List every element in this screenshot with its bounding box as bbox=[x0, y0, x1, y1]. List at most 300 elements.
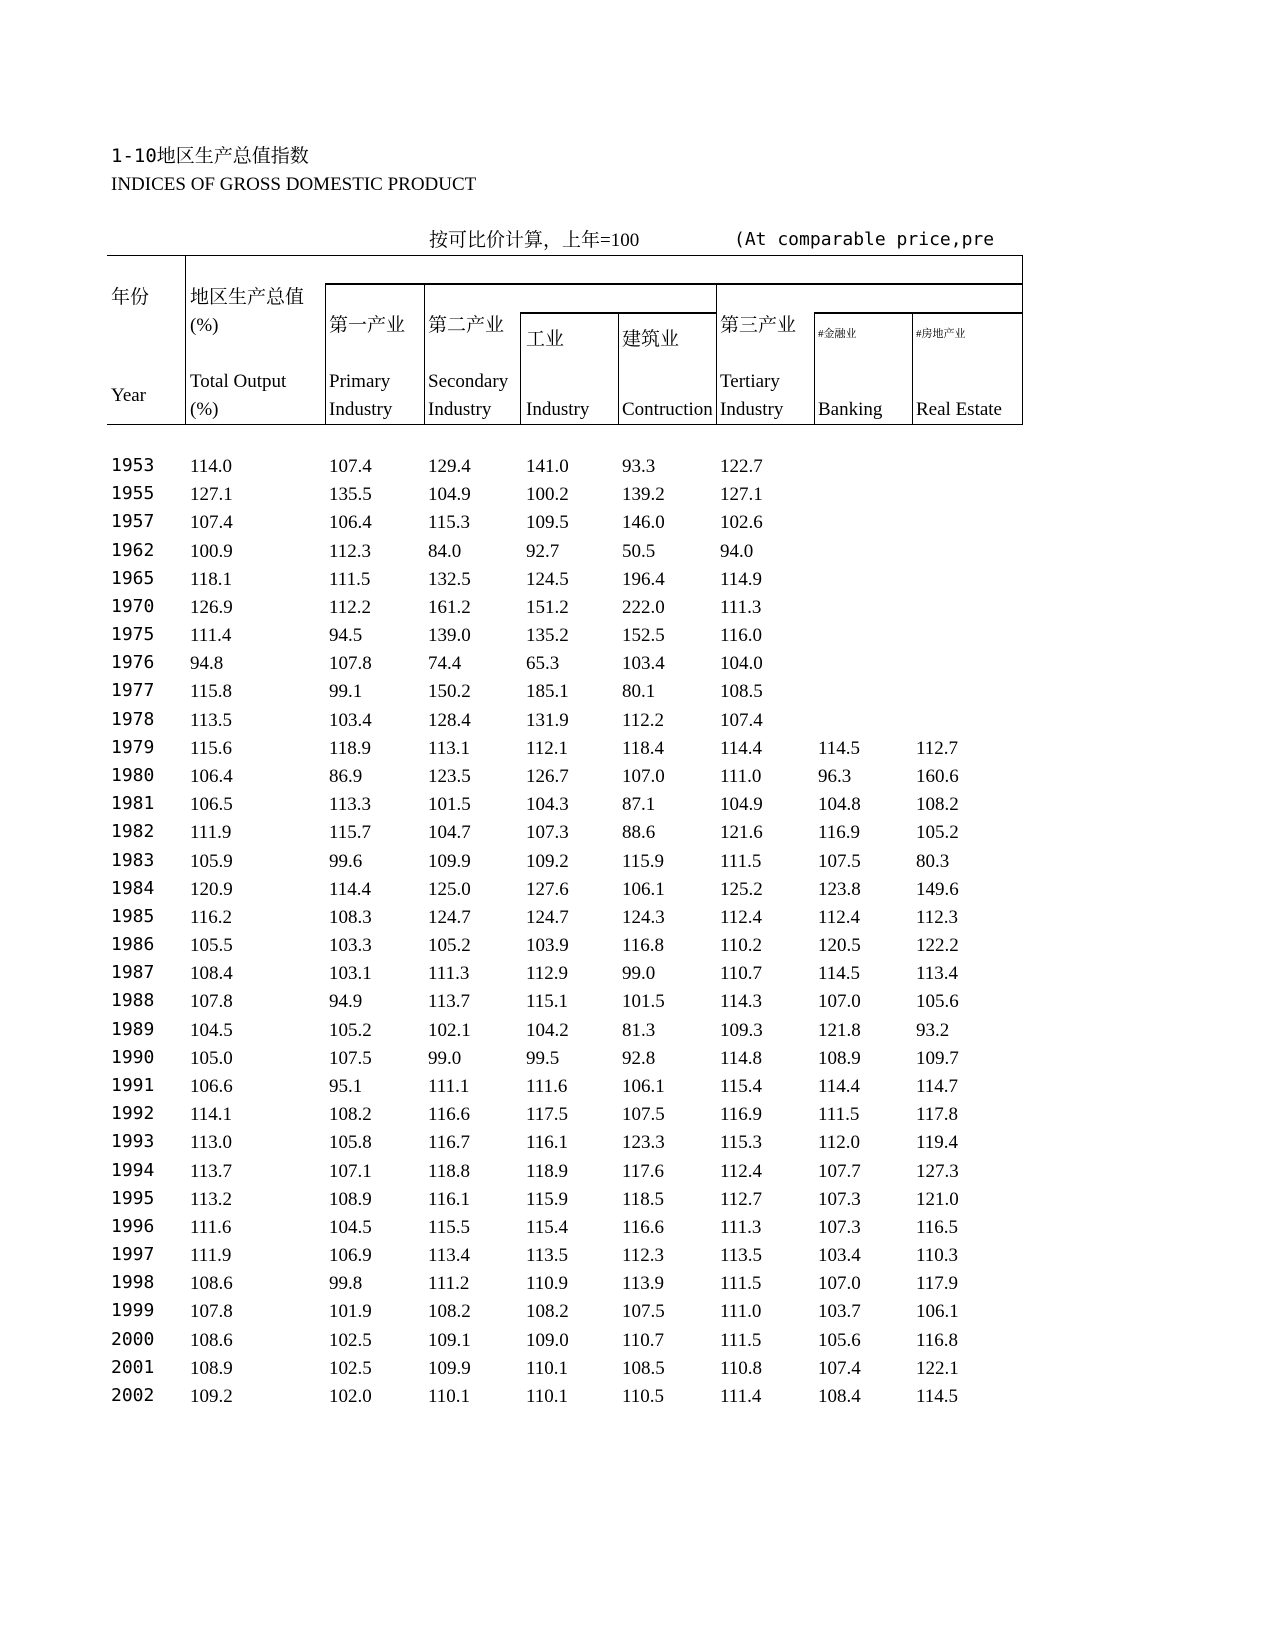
cell-primary: 99.8 bbox=[329, 1273, 363, 1295]
rule-v bbox=[1022, 255, 1023, 425]
cell-construction: 112.2 bbox=[622, 709, 665, 731]
cell-industry: 131.9 bbox=[526, 709, 569, 731]
cell-secondary: 123.5 bbox=[428, 765, 471, 787]
cell-construction: 108.5 bbox=[622, 1357, 665, 1379]
header-industry-en: Industry bbox=[526, 399, 590, 420]
cell-real-estate: 116.8 bbox=[916, 1329, 959, 1351]
cell-primary: 114.4 bbox=[329, 878, 372, 900]
cell-secondary: 118.8 bbox=[428, 1160, 471, 1182]
cell-secondary: 116.6 bbox=[428, 1104, 471, 1126]
cell-industry: 124.5 bbox=[526, 568, 569, 590]
cell-banking: 112.4 bbox=[818, 906, 861, 928]
header-banking-cn: #金融业 bbox=[818, 328, 857, 340]
cell-total: 113.7 bbox=[190, 1160, 233, 1182]
cell-total: 116.2 bbox=[190, 906, 233, 928]
cell-banking: 107.5 bbox=[818, 850, 861, 872]
cell-total: 106.6 bbox=[190, 1075, 233, 1097]
cell-construction: 222.0 bbox=[622, 596, 665, 618]
cell-tertiary: 115.3 bbox=[720, 1132, 763, 1154]
cell-construction: 196.4 bbox=[622, 568, 665, 590]
cell-construction: 112.3 bbox=[622, 1245, 665, 1267]
cell-tertiary: 110.8 bbox=[720, 1357, 763, 1379]
cell-year: 1983 bbox=[111, 849, 155, 871]
cell-primary: 99.1 bbox=[329, 681, 363, 703]
cell-real-estate: 127.3 bbox=[916, 1160, 959, 1182]
cell-real-estate: 121.0 bbox=[916, 1188, 959, 1210]
cell-industry: 117.5 bbox=[526, 1104, 569, 1126]
cell-secondary: 132.5 bbox=[428, 568, 471, 590]
cell-real-estate: 149.6 bbox=[916, 878, 959, 900]
cell-secondary: 105.2 bbox=[428, 935, 471, 957]
cell-tertiary: 125.2 bbox=[720, 878, 763, 900]
cell-industry: 126.7 bbox=[526, 765, 569, 787]
header-tertiary-cn: 第三产业 bbox=[720, 315, 797, 336]
cell-secondary: 150.2 bbox=[428, 681, 471, 703]
cell-tertiary: 109.3 bbox=[720, 1019, 763, 1041]
cell-banking: 108.4 bbox=[818, 1385, 861, 1407]
cell-construction: 101.5 bbox=[622, 991, 665, 1013]
cell-tertiary: 114.4 bbox=[720, 737, 763, 759]
cell-banking: 114.5 bbox=[818, 737, 861, 759]
cell-primary: 118.9 bbox=[329, 737, 372, 759]
cell-total: 105.9 bbox=[190, 850, 233, 872]
cell-secondary: 110.1 bbox=[428, 1385, 471, 1407]
cell-construction: 123.3 bbox=[622, 1132, 665, 1154]
cell-real-estate: 160.6 bbox=[916, 765, 959, 787]
cell-tertiary: 111.4 bbox=[720, 1385, 762, 1407]
cell-tertiary: 107.4 bbox=[720, 709, 763, 731]
note-en: (At comparable price,pre bbox=[734, 231, 995, 249]
cell-primary: 95.1 bbox=[329, 1075, 363, 1097]
cell-year: 1993 bbox=[111, 1131, 155, 1153]
rule-h bbox=[814, 312, 1023, 314]
cell-industry: 109.0 bbox=[526, 1329, 569, 1351]
cell-real-estate: 110.3 bbox=[916, 1245, 959, 1267]
rule-v bbox=[716, 283, 717, 425]
header-primary-en1: Primary bbox=[329, 371, 391, 392]
cell-tertiary: 112.4 bbox=[720, 1160, 763, 1182]
cell-real-estate: 114.5 bbox=[916, 1385, 959, 1407]
cell-industry: 104.2 bbox=[526, 1019, 569, 1041]
header-year-cn: 年份 bbox=[111, 287, 150, 308]
cell-construction: 81.3 bbox=[622, 1019, 656, 1041]
cell-secondary: 129.4 bbox=[428, 456, 471, 477]
header-total-cn: 地区生产总值 bbox=[190, 287, 305, 308]
cell-industry: 110.9 bbox=[526, 1273, 569, 1295]
cell-industry: 110.1 bbox=[526, 1385, 569, 1407]
cell-total: 120.9 bbox=[190, 878, 233, 900]
cell-year: 1992 bbox=[111, 1103, 155, 1125]
cell-real-estate: 106.1 bbox=[916, 1301, 959, 1323]
cell-year: 1987 bbox=[111, 962, 155, 984]
header-secondary-en2: Industry bbox=[428, 399, 492, 420]
rule-v bbox=[424, 283, 425, 425]
cell-industry: 107.3 bbox=[526, 822, 569, 844]
cell-real-estate: 117.9 bbox=[916, 1273, 959, 1295]
cell-year: 1989 bbox=[111, 1018, 155, 1040]
cell-real-estate: 112.3 bbox=[916, 906, 959, 928]
cell-banking: 107.0 bbox=[818, 991, 861, 1013]
cell-banking: 103.4 bbox=[818, 1245, 861, 1267]
cell-secondary: 104.9 bbox=[428, 484, 471, 506]
cell-primary: 103.3 bbox=[329, 935, 372, 957]
cell-industry: 92.7 bbox=[526, 540, 560, 562]
cell-primary: 105.8 bbox=[329, 1132, 372, 1154]
cell-secondary: 109.9 bbox=[428, 850, 471, 872]
cell-construction: 80.1 bbox=[622, 681, 656, 703]
cell-industry: 111.6 bbox=[526, 1075, 568, 1097]
cell-industry: 65.3 bbox=[526, 653, 560, 675]
cell-tertiary: 111.5 bbox=[720, 850, 762, 872]
cell-banking: 112.0 bbox=[818, 1132, 861, 1154]
cell-real-estate: 122.2 bbox=[916, 935, 959, 957]
cell-total: 115.6 bbox=[190, 737, 233, 759]
cell-tertiary: 111.0 bbox=[720, 765, 762, 787]
cell-banking: 107.3 bbox=[818, 1216, 861, 1238]
cell-tertiary: 114.3 bbox=[720, 991, 763, 1013]
cell-industry: 115.1 bbox=[526, 991, 569, 1013]
cell-primary: 99.6 bbox=[329, 850, 363, 872]
cell-real-estate: 113.4 bbox=[916, 963, 959, 985]
cell-industry: 110.1 bbox=[526, 1357, 569, 1379]
cell-year: 1997 bbox=[111, 1244, 155, 1266]
note-cn-text: 按可比价计算，上年=100 bbox=[429, 230, 640, 251]
cell-total: 105.0 bbox=[190, 1047, 233, 1069]
cell-total: 108.6 bbox=[190, 1329, 233, 1351]
cell-secondary: 102.1 bbox=[428, 1019, 471, 1041]
cell-tertiary: 104.0 bbox=[720, 653, 763, 675]
cell-secondary: 109.1 bbox=[428, 1329, 471, 1351]
cell-year: 1985 bbox=[111, 905, 155, 927]
cell-construction: 110.7 bbox=[622, 1329, 665, 1351]
cell-tertiary: 114.9 bbox=[720, 568, 763, 590]
cell-primary: 86.9 bbox=[329, 765, 363, 787]
cell-tertiary: 110.2 bbox=[720, 935, 763, 957]
rule-v bbox=[814, 312, 815, 425]
cell-total: 113.5 bbox=[190, 709, 233, 731]
cell-year: 1998 bbox=[111, 1272, 155, 1294]
cell-real-estate: 114.7 bbox=[916, 1075, 959, 1097]
rule-v bbox=[912, 312, 913, 425]
cell-real-estate: 93.2 bbox=[916, 1019, 950, 1041]
cell-primary: 107.8 bbox=[329, 653, 372, 675]
cell-primary: 108.9 bbox=[329, 1188, 372, 1210]
cell-secondary: 99.0 bbox=[428, 1047, 462, 1069]
cell-primary: 108.3 bbox=[329, 906, 372, 928]
cell-primary: 107.1 bbox=[329, 1160, 372, 1182]
cell-total: 126.9 bbox=[190, 596, 233, 618]
cell-tertiary: 111.5 bbox=[720, 1329, 762, 1351]
cell-tertiary: 94.0 bbox=[720, 540, 754, 562]
cell-construction: 87.1 bbox=[622, 794, 656, 816]
cell-industry: 185.1 bbox=[526, 681, 569, 703]
cell-tertiary: 114.8 bbox=[720, 1047, 763, 1069]
cell-secondary: 104.7 bbox=[428, 822, 471, 844]
cell-total: 105.5 bbox=[190, 935, 233, 957]
cell-total: 127.1 bbox=[190, 484, 233, 506]
cell-total: 108.4 bbox=[190, 963, 233, 985]
cell-year: 1988 bbox=[111, 990, 155, 1012]
cell-tertiary: 112.4 bbox=[720, 906, 763, 928]
cell-tertiary: 108.5 bbox=[720, 681, 763, 703]
cell-primary: 112.2 bbox=[329, 596, 372, 618]
cell-total: 106.4 bbox=[190, 765, 233, 787]
header-year-en: Year bbox=[111, 385, 147, 406]
cell-construction: 115.9 bbox=[622, 850, 665, 872]
cell-industry: 124.7 bbox=[526, 906, 569, 928]
cell-construction: 116.6 bbox=[622, 1216, 665, 1238]
cell-primary: 106.4 bbox=[329, 512, 372, 534]
cell-total: 114.1 bbox=[190, 1104, 233, 1126]
cell-year: 1986 bbox=[111, 934, 155, 956]
cell-primary: 102.5 bbox=[329, 1357, 372, 1379]
cell-total: 109.2 bbox=[190, 1385, 233, 1407]
cell-total: 108.6 bbox=[190, 1273, 233, 1295]
cell-total: 100.9 bbox=[190, 540, 233, 562]
cell-construction: 113.9 bbox=[622, 1273, 665, 1295]
cell-construction: 106.1 bbox=[622, 1075, 665, 1097]
header-primary-cn: 第一产业 bbox=[329, 315, 406, 336]
cell-tertiary: 115.4 bbox=[720, 1075, 763, 1097]
cell-secondary: 161.2 bbox=[428, 596, 471, 618]
cell-secondary: 124.7 bbox=[428, 906, 471, 928]
cell-tertiary: 111.3 bbox=[720, 596, 762, 618]
cell-year: 1965 bbox=[111, 567, 155, 589]
cell-industry: 99.5 bbox=[526, 1047, 560, 1069]
cell-industry: 118.9 bbox=[526, 1160, 569, 1182]
cell-industry: 112.1 bbox=[526, 737, 569, 759]
cell-banking: 114.4 bbox=[818, 1075, 861, 1097]
cell-tertiary: 111.3 bbox=[720, 1216, 762, 1238]
cell-year: 1994 bbox=[111, 1159, 155, 1181]
note-cn bbox=[429, 231, 639, 250]
cell-banking: 96.3 bbox=[818, 765, 852, 787]
cell-industry: 109.2 bbox=[526, 850, 569, 872]
header-industry-cn: 工业 bbox=[526, 329, 565, 350]
cell-year: 1982 bbox=[111, 821, 155, 843]
cell-tertiary: 111.5 bbox=[720, 1273, 762, 1295]
cell-year: 1975 bbox=[111, 624, 155, 646]
cell-primary: 94.9 bbox=[329, 991, 363, 1013]
cell-tertiary: 121.6 bbox=[720, 822, 763, 844]
cell-year: 1999 bbox=[111, 1300, 155, 1322]
cell-tertiary: 110.7 bbox=[720, 963, 763, 985]
header-tertiary-en2: Industry bbox=[720, 399, 784, 420]
cell-year: 1955 bbox=[111, 483, 155, 505]
cell-construction: 146.0 bbox=[622, 512, 665, 534]
cell-construction: 107.5 bbox=[622, 1301, 665, 1323]
rule-v bbox=[325, 283, 326, 425]
cell-real-estate: 122.1 bbox=[916, 1357, 959, 1379]
cell-year: 1953 bbox=[111, 455, 155, 476]
cell-year: 1970 bbox=[111, 595, 155, 617]
cell-secondary: 109.9 bbox=[428, 1357, 471, 1379]
cell-banking: 111.5 bbox=[818, 1104, 860, 1126]
cell-construction: 124.3 bbox=[622, 906, 665, 928]
header-total-pct: (%) bbox=[190, 315, 219, 336]
cell-primary: 105.2 bbox=[329, 1019, 372, 1041]
cell-banking: 120.5 bbox=[818, 935, 861, 957]
cell-total: 104.5 bbox=[190, 1019, 233, 1041]
cell-tertiary: 113.5 bbox=[720, 1245, 763, 1267]
cell-primary: 104.5 bbox=[329, 1216, 372, 1238]
cell-primary: 111.5 bbox=[329, 568, 371, 590]
header-realestate-cn: #房地产业 bbox=[916, 328, 966, 340]
rule-h bbox=[325, 283, 1023, 285]
cell-year: 2000 bbox=[111, 1328, 155, 1350]
cell-banking: 123.8 bbox=[818, 878, 861, 900]
cell-tertiary: 104.9 bbox=[720, 794, 763, 816]
cell-year: 1979 bbox=[111, 736, 155, 758]
header-realestate-en: Real Estate bbox=[916, 399, 1002, 420]
rule-v bbox=[618, 312, 619, 425]
cell-secondary: 116.7 bbox=[428, 1132, 471, 1154]
cell-year: 1978 bbox=[111, 708, 155, 730]
header-total-en: Total Output bbox=[190, 371, 287, 392]
cell-industry: 100.2 bbox=[526, 484, 569, 506]
header-secondary-cn: 第二产业 bbox=[428, 315, 505, 336]
cell-banking: 107.7 bbox=[818, 1160, 861, 1182]
cell-primary: 102.0 bbox=[329, 1385, 372, 1407]
cell-industry: 151.2 bbox=[526, 596, 569, 618]
cell-secondary: 125.0 bbox=[428, 878, 471, 900]
header-total-en-pct: (%) bbox=[190, 399, 219, 420]
cell-primary: 101.9 bbox=[329, 1301, 372, 1323]
cell-construction: 110.5 bbox=[622, 1385, 665, 1407]
cell-total: 113.0 bbox=[190, 1132, 233, 1154]
cell-construction: 118.4 bbox=[622, 737, 665, 759]
cell-industry: 115.4 bbox=[526, 1216, 569, 1238]
cell-year: 1957 bbox=[111, 511, 155, 533]
cell-banking: 116.9 bbox=[818, 822, 861, 844]
cell-primary: 107.5 bbox=[329, 1047, 372, 1069]
cell-primary: 94.5 bbox=[329, 625, 363, 647]
cell-construction: 107.5 bbox=[622, 1104, 665, 1126]
cell-industry: 112.9 bbox=[526, 963, 569, 985]
cell-total: 107.8 bbox=[190, 991, 233, 1013]
cell-industry: 115.9 bbox=[526, 1188, 569, 1210]
cell-secondary: 139.0 bbox=[428, 625, 471, 647]
cell-secondary: 111.2 bbox=[428, 1273, 470, 1295]
cell-construction: 99.0 bbox=[622, 963, 656, 985]
cell-primary: 107.4 bbox=[329, 456, 372, 477]
rule-v bbox=[185, 255, 186, 425]
cell-real-estate: 117.8 bbox=[916, 1104, 959, 1126]
cell-primary: 113.3 bbox=[329, 794, 372, 816]
cell-industry: 127.6 bbox=[526, 878, 569, 900]
cell-primary: 102.5 bbox=[329, 1329, 372, 1351]
cell-secondary: 101.5 bbox=[428, 794, 471, 816]
cell-construction: 103.4 bbox=[622, 653, 665, 675]
header-construction-en: Contruction bbox=[622, 399, 713, 420]
cell-tertiary: 127.1 bbox=[720, 484, 763, 506]
header-secondary-en1: Secondary bbox=[428, 371, 509, 392]
cell-total: 115.8 bbox=[190, 681, 233, 703]
cell-year: 1996 bbox=[111, 1215, 155, 1237]
cell-construction: 139.2 bbox=[622, 484, 665, 506]
cell-real-estate: 112.7 bbox=[916, 737, 959, 759]
header-banking-en: Banking bbox=[818, 399, 883, 420]
cell-tertiary: 112.7 bbox=[720, 1188, 763, 1210]
cell-industry: 113.5 bbox=[526, 1245, 569, 1267]
cell-primary: 103.1 bbox=[329, 963, 372, 985]
cell-real-estate: 105.6 bbox=[916, 991, 959, 1013]
cell-banking: 107.4 bbox=[818, 1357, 861, 1379]
cell-primary: 108.2 bbox=[329, 1104, 372, 1126]
cell-total: 111.9 bbox=[190, 822, 232, 844]
cell-tertiary: 116.9 bbox=[720, 1104, 763, 1126]
cell-primary: 115.7 bbox=[329, 822, 372, 844]
cell-industry: 116.1 bbox=[526, 1132, 569, 1154]
cell-primary: 135.5 bbox=[329, 484, 372, 506]
cell-year: 2002 bbox=[111, 1384, 155, 1406]
cell-industry: 103.9 bbox=[526, 935, 569, 957]
rule-top bbox=[107, 255, 1023, 256]
cell-construction: 116.8 bbox=[622, 935, 665, 957]
cell-construction: 106.1 bbox=[622, 878, 665, 900]
table-title-en: INDICES OF GROSS DOMESTIC PRODUCT bbox=[111, 174, 477, 195]
cell-secondary: 113.7 bbox=[428, 991, 471, 1013]
cell-real-estate: 105.2 bbox=[916, 822, 959, 844]
cell-secondary: 113.1 bbox=[428, 737, 471, 759]
cell-tertiary: 122.7 bbox=[720, 456, 763, 477]
cell-construction: 118.5 bbox=[622, 1188, 665, 1210]
cell-tertiary: 111.0 bbox=[720, 1301, 762, 1323]
cell-year: 2001 bbox=[111, 1356, 155, 1378]
cell-secondary: 115.3 bbox=[428, 512, 471, 534]
header-tertiary-en1: Tertiary bbox=[720, 371, 780, 392]
cell-construction: 117.6 bbox=[622, 1160, 665, 1182]
table-code: 1-10 bbox=[111, 145, 157, 167]
cell-tertiary: 102.6 bbox=[720, 512, 763, 534]
cell-total: 108.9 bbox=[190, 1357, 233, 1379]
title-cn-text: 地区生产总值指数 bbox=[156, 146, 309, 167]
cell-primary: 103.4 bbox=[329, 709, 372, 731]
cell-total: 114.0 bbox=[190, 456, 233, 477]
cell-industry: 104.3 bbox=[526, 794, 569, 816]
cell-secondary: 84.0 bbox=[428, 540, 462, 562]
cell-real-estate: 80.3 bbox=[916, 850, 950, 872]
table-title-cn bbox=[111, 147, 309, 166]
cell-construction: 88.6 bbox=[622, 822, 656, 844]
header-construction-cn: 建筑业 bbox=[622, 329, 680, 350]
cell-primary: 106.9 bbox=[329, 1245, 372, 1267]
cell-banking: 103.7 bbox=[818, 1301, 861, 1323]
cell-total: 111.6 bbox=[190, 1216, 232, 1238]
cell-total: 111.9 bbox=[190, 1245, 232, 1267]
cell-year: 1980 bbox=[111, 764, 155, 786]
cell-banking: 107.0 bbox=[818, 1273, 861, 1295]
cell-year: 1990 bbox=[111, 1046, 155, 1068]
header-primary-en2: Industry bbox=[329, 399, 393, 420]
cell-construction: 92.8 bbox=[622, 1047, 656, 1069]
cell-total: 111.4 bbox=[190, 625, 232, 647]
cell-real-estate: 116.5 bbox=[916, 1216, 959, 1238]
rule-header-bottom bbox=[107, 424, 1023, 425]
cell-construction: 50.5 bbox=[622, 540, 656, 562]
cell-year: 1977 bbox=[111, 680, 155, 702]
rule-v bbox=[520, 312, 521, 425]
cell-secondary: 74.4 bbox=[428, 653, 462, 675]
cell-industry: 135.2 bbox=[526, 625, 569, 647]
cell-real-estate: 109.7 bbox=[916, 1047, 959, 1069]
cell-year: 1991 bbox=[111, 1074, 155, 1096]
cell-tertiary: 116.0 bbox=[720, 625, 763, 647]
cell-banking: 105.6 bbox=[818, 1329, 861, 1351]
cell-total: 113.2 bbox=[190, 1188, 233, 1210]
cell-industry: 141.0 bbox=[526, 456, 569, 477]
cell-total: 118.1 bbox=[190, 568, 233, 590]
